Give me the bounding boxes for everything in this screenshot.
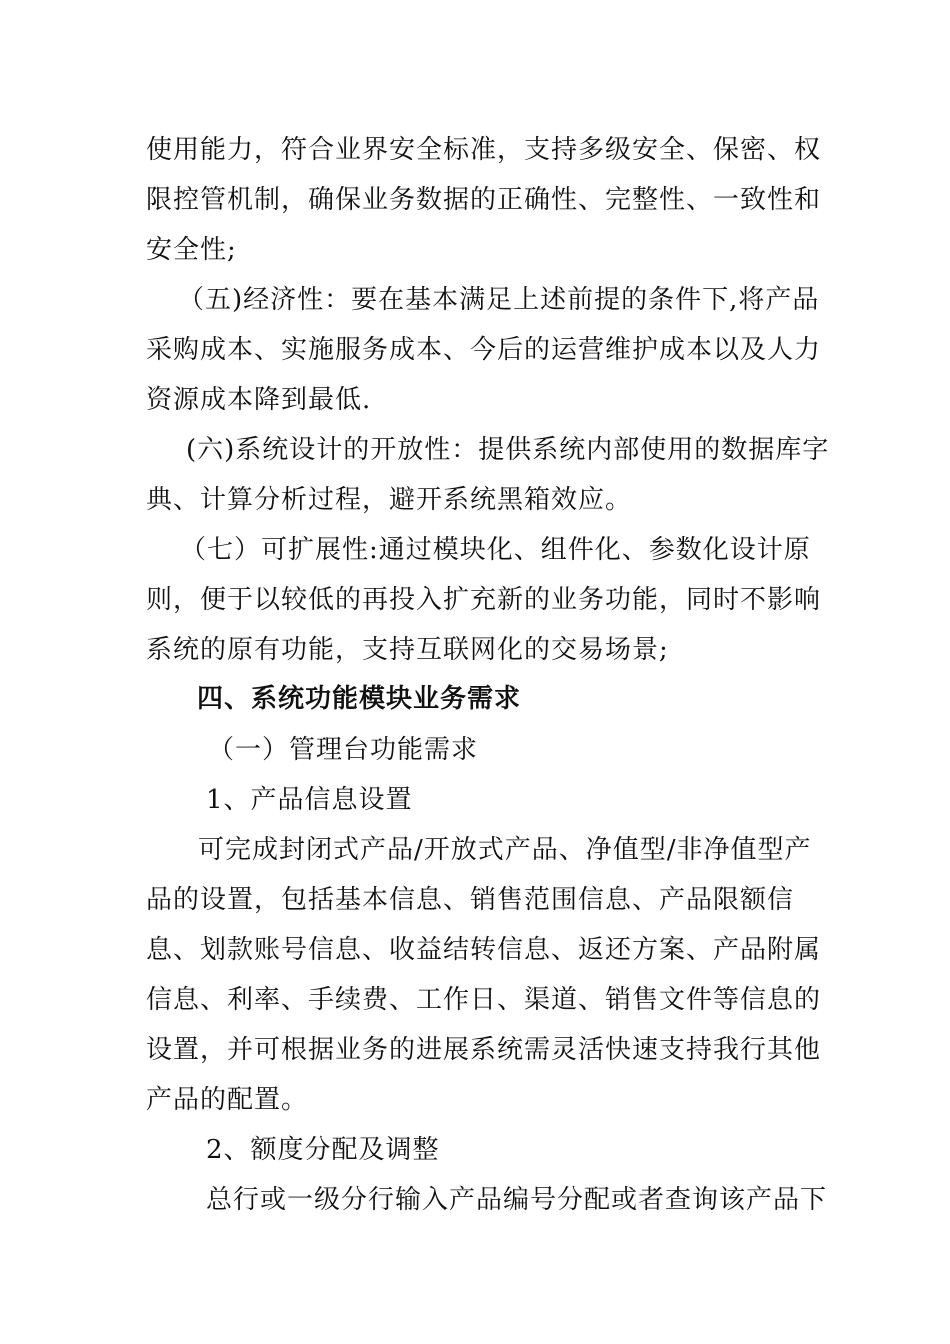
paragraph-line: 安全性;	[146, 235, 237, 265]
paragraph-line: 限控管机制，确保业务数据的正确性、完整性、一致性和	[146, 185, 822, 215]
paragraph-line: 品的设置，包括基本信息、销售范围信息、产品限额信	[146, 885, 795, 915]
section-heading: 四、系统功能模块业务需求	[197, 684, 522, 714]
paragraph-line: 采购成本、实施服务成本、今后的运营维护成本以及人力	[146, 335, 822, 365]
item-heading: 1、产品信息设置	[206, 785, 413, 815]
paragraph-line: 设置，并可根据业务的进展系统需灵活快速支持我行其他	[146, 1035, 822, 1065]
paragraph-line: 资源成本降到最低.	[146, 385, 372, 415]
paragraph-line: 典、计算分析过程，避开系统黑箱效应。	[146, 485, 633, 515]
paragraph-line: 产品的配置。	[146, 1085, 309, 1115]
paragraph-line: （五)经济性：要在基本满足上述前提的条件下,将产品	[178, 285, 820, 315]
paragraph-line: （七）可扩展性:通过模块化、组件化、参数化设计原	[180, 535, 811, 565]
paragraph-line: 信息、利率、手续费、工作日、渠道、销售文件等信息的	[146, 985, 822, 1015]
paragraph-line: 息、划款账号信息、收益结转信息、返还方案、产品附属	[146, 935, 822, 965]
paragraph-line: 总行或一级分行输入产品编号分配或者查询该产品下	[206, 1185, 828, 1215]
paragraph-line: 使用能力，符合业界安全标准，支持多级安全、保密、权	[146, 135, 822, 165]
item-heading: 2、额度分配及调整	[206, 1135, 440, 1165]
paragraph-line: 系统的原有功能，支持互联网化的交易场景;	[146, 635, 669, 665]
paragraph-line: (六)系统设计的开放性：提供系统内部使用的数据库字	[186, 435, 830, 465]
paragraph-line: 可完成封闭式产品/开放式产品、净值型/非净值型产	[198, 835, 812, 865]
paragraph-line: 则，便于以较低的再投入扩充新的业务功能，同时不影响	[146, 585, 822, 615]
subsection-heading: （一）管理台功能需求	[208, 735, 479, 765]
